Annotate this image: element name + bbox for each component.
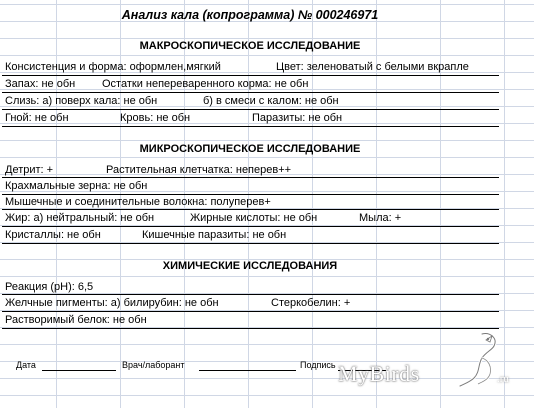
row-divider bbox=[2, 75, 499, 76]
mucus-mixed-field: б) в смеси с калом: не обн bbox=[203, 95, 339, 107]
date-underline bbox=[42, 370, 116, 371]
section-heading-chemical: ХИМИЧЕСКИЕ ИССЛЕДОВАНИЯ bbox=[162, 260, 338, 272]
neutral-fat-field: Жир: а) нейтральный: не обн bbox=[5, 212, 155, 224]
row-divider bbox=[2, 294, 499, 295]
doctor-underline bbox=[199, 370, 296, 371]
undigested-food-field: Остатки непереваренного корма: не обн bbox=[102, 78, 309, 90]
blood-field: Кровь: не обн bbox=[120, 112, 191, 124]
bile-pigments-field: Желчные пигменты: а) билирубин: не обн bbox=[5, 297, 219, 309]
soap-field: Мыла: + bbox=[359, 212, 402, 224]
section-heading-macroscopic: МАКРОСКОПИЧЕСКОЕ ИССЛЕДОВАНИЕ bbox=[139, 40, 361, 52]
color-field: Цвет: зеленоватый с белыми вкрапле bbox=[276, 61, 469, 73]
ph-field: Реакция (pH): 6,5 bbox=[5, 281, 94, 293]
section-heading-microscopic: МИКРОСКОПИЧЕСКОЕ ИССЛЕДОВАНИЕ bbox=[139, 143, 361, 155]
row-divider bbox=[2, 92, 499, 93]
detritus-field: Детрит: + bbox=[5, 164, 54, 176]
watermark-brand: MyBirds bbox=[338, 361, 420, 386]
report-title: Анализ кала (копрограмма) № 000246971 bbox=[121, 8, 379, 22]
row-divider bbox=[2, 194, 499, 195]
row-divider bbox=[2, 209, 499, 210]
row-divider bbox=[2, 177, 499, 178]
row-divider bbox=[2, 243, 499, 244]
watermark-domain-suffix: .ru bbox=[497, 373, 509, 385]
mucus-surface-field: Слизь: а) поверх кала: не обн bbox=[5, 95, 158, 107]
row-divider bbox=[2, 226, 499, 227]
signature-label: Подпись bbox=[300, 360, 336, 370]
crystals-field: Кристаллы: не обн bbox=[5, 229, 101, 241]
row-divider bbox=[2, 126, 499, 127]
smell-field: Запах: не обн bbox=[5, 78, 76, 90]
consistency-field: Консистенция и форма: оформлен,мягкий bbox=[5, 61, 221, 73]
row-divider bbox=[2, 328, 499, 329]
fatty-acids-field: Жирные кислоты: не обн bbox=[190, 212, 318, 224]
row-divider bbox=[2, 109, 499, 110]
date-label: Дата bbox=[16, 360, 36, 370]
pus-field: Гной: не обн bbox=[5, 112, 69, 124]
soluble-protein-field: Растворимый белок: не обн bbox=[5, 314, 147, 326]
row-divider bbox=[2, 311, 499, 312]
stercobilin-field: Стеркобелин: + bbox=[271, 297, 351, 309]
muscle-fiber-field: Мышечные и соединительные волокна: полуперев+ bbox=[5, 196, 271, 208]
doctor-label: Врач/лаборант bbox=[122, 360, 185, 370]
starch-field: Крахмальные зерна: не обн bbox=[5, 180, 148, 192]
plant-fiber-field: Растительная клетчатка: неперев++ bbox=[106, 164, 292, 176]
parasites-field: Паразиты: не обн bbox=[252, 112, 343, 124]
intestinal-parasites-field: Кишечные паразиты: не обн bbox=[142, 229, 287, 241]
